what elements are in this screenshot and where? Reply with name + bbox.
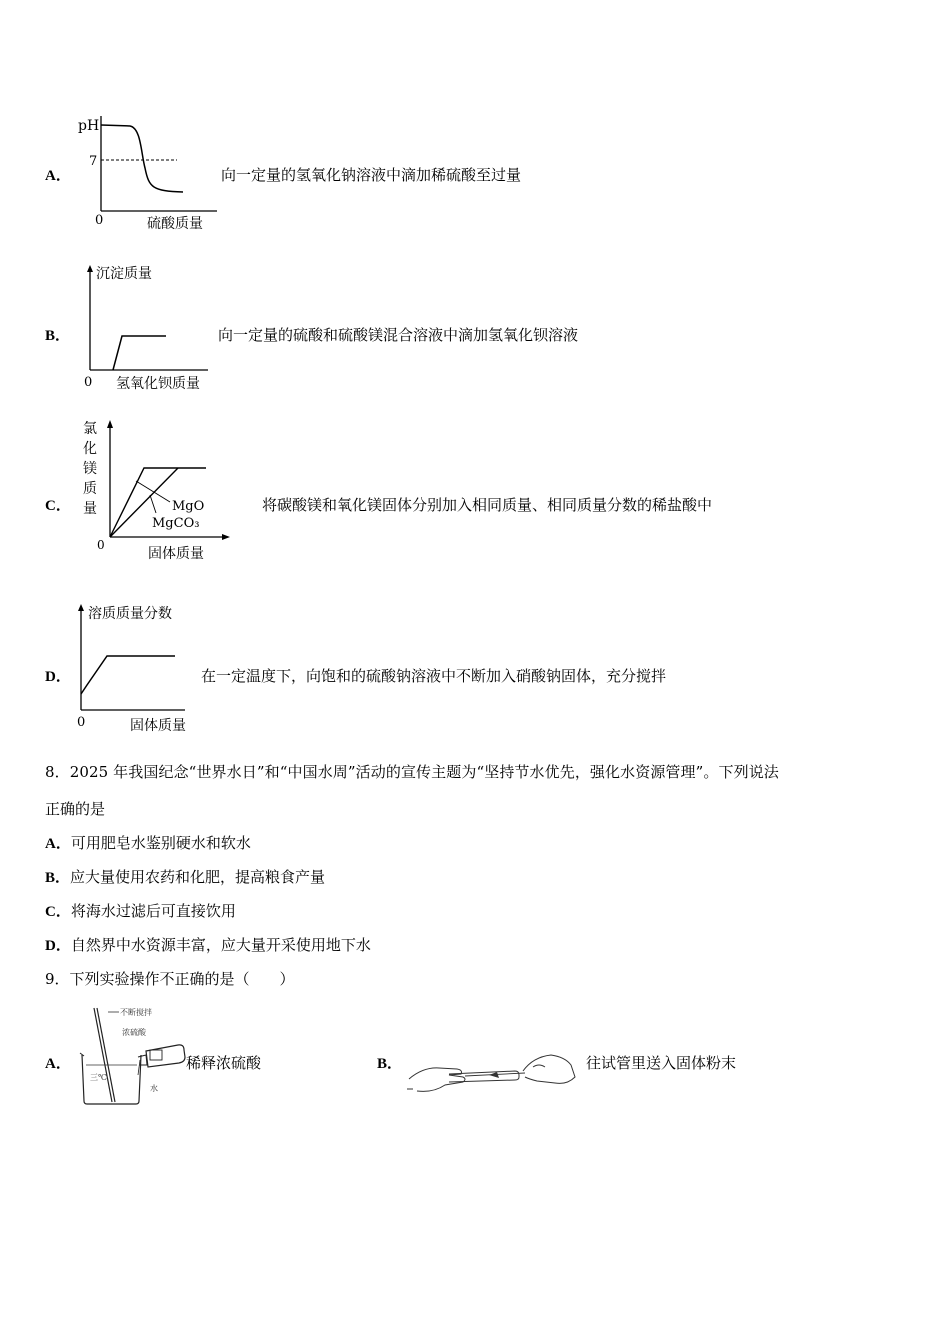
svg-text:三℃: 三℃ bbox=[90, 1073, 107, 1082]
option-a-text: 向一定量的氢氧化钠溶液中滴加稀硫酸至过量 bbox=[221, 166, 522, 184]
graph-a-x-label: 硫酸质量 bbox=[147, 216, 203, 232]
acid-bottle bbox=[146, 1045, 185, 1067]
graph-a-curve bbox=[101, 125, 183, 192]
q8-option-c bbox=[45, 900, 236, 921]
q9-option-b-text: 往试管里送入固体粉末 bbox=[586, 1054, 737, 1072]
option-b-text: 向一定量的硫酸和硫酸镁混合溶液中滴加氢氧化钡溶液 bbox=[218, 326, 579, 344]
stirring-rod bbox=[94, 1008, 112, 1102]
graph-c-y-char-1: 氯 bbox=[83, 421, 97, 437]
q8-option-a bbox=[45, 832, 251, 853]
graph-c-mgco3-label: MgCO₃ bbox=[152, 516, 200, 531]
graph-c-y-char-5: 量 bbox=[83, 501, 97, 517]
graph-a-origin: 0 bbox=[95, 213, 104, 228]
fig-a-label-stir: 不断搅拌 bbox=[120, 1008, 152, 1017]
graph-b-origin: 0 bbox=[84, 375, 93, 390]
q8-stem-line2: 正确的是 bbox=[45, 800, 106, 818]
graph-a bbox=[75, 108, 225, 233]
q9-figure-b bbox=[405, 1045, 580, 1100]
right-hand bbox=[523, 1055, 575, 1083]
q8-option-d-text: 自然界中水资源丰富，应大量开采使用地下水 bbox=[70, 936, 371, 954]
q8-option-b bbox=[45, 866, 325, 887]
graph-b-x-label: 氢氧化钡质量 bbox=[116, 376, 200, 392]
option-b-label: B． bbox=[45, 328, 71, 344]
graph-c-y-char-3: 镁 bbox=[83, 461, 97, 477]
q9-option-a-label: A． bbox=[45, 1056, 71, 1072]
left-hand bbox=[409, 1068, 465, 1091]
graph-c-mgo-label: MgO bbox=[172, 499, 205, 514]
q8-option-a-label: A． bbox=[45, 836, 71, 852]
graph-d-origin: 0 bbox=[77, 715, 86, 730]
graph-c bbox=[80, 417, 240, 567]
graph-c-y-char-4: 质 bbox=[83, 481, 97, 497]
graph-c-x-label: 固体质量 bbox=[148, 546, 204, 562]
graph-d-y-label: 溶质质量分数 bbox=[88, 606, 172, 622]
q8-stem-line1: 8．2025 年我国纪念“世界水日”和“中国水周”活动的宣传主题为“坚持节水优先，强化水资源管理”。下列说法 bbox=[45, 763, 779, 781]
q8-option-c-text: 将海水过滤后可直接饮用 bbox=[70, 902, 236, 920]
graph-b-y-label: 沉淀质量 bbox=[96, 266, 152, 282]
q8-option-d-label: D． bbox=[45, 938, 71, 954]
graph-c-y-char-2: 化 bbox=[83, 441, 97, 457]
q9-option-b-label: B． bbox=[377, 1056, 403, 1072]
option-d-label: D． bbox=[45, 669, 71, 685]
graph-a-y-label: pH bbox=[78, 118, 100, 134]
q8-option-c-label: C． bbox=[45, 904, 71, 920]
graph-a-7-label: 7 bbox=[89, 154, 98, 169]
q8-option-b-text: 应大量使用农药和化肥，提高粮食产量 bbox=[70, 868, 326, 886]
graph-c-origin: 0 bbox=[97, 538, 105, 552]
q9-option-a-text: 稀释浓硫酸 bbox=[186, 1054, 262, 1072]
graph-b-curve bbox=[113, 336, 166, 370]
graph-d-curve bbox=[81, 656, 175, 694]
option-c-label: C． bbox=[45, 498, 71, 514]
option-d-text: 在一定温度下，向饱和的硫酸钠溶液中不断加入硝酸钠固体，充分搅拌 bbox=[201, 667, 667, 685]
q8-option-d bbox=[45, 934, 371, 955]
q9-stem: 9．下列实验操作不正确的是（ ） bbox=[45, 970, 295, 988]
fig-a-label-acid: 浓硫酸 bbox=[122, 1028, 146, 1037]
graph-b bbox=[80, 262, 225, 397]
graph-d-x-label: 固体质量 bbox=[130, 718, 186, 734]
fig-a-label-water: 水 bbox=[150, 1084, 158, 1093]
q8-option-a-text: 可用肥皂水鉴别硬水和软水 bbox=[70, 834, 251, 852]
q9-figure-a bbox=[78, 1005, 188, 1110]
q8-option-b-label: B． bbox=[45, 870, 71, 886]
option-a-label: A． bbox=[45, 168, 71, 184]
option-c-text: 将碳酸镁和氧化镁固体分别加入相同质量、相同质量分数的稀盐酸中 bbox=[262, 496, 713, 514]
